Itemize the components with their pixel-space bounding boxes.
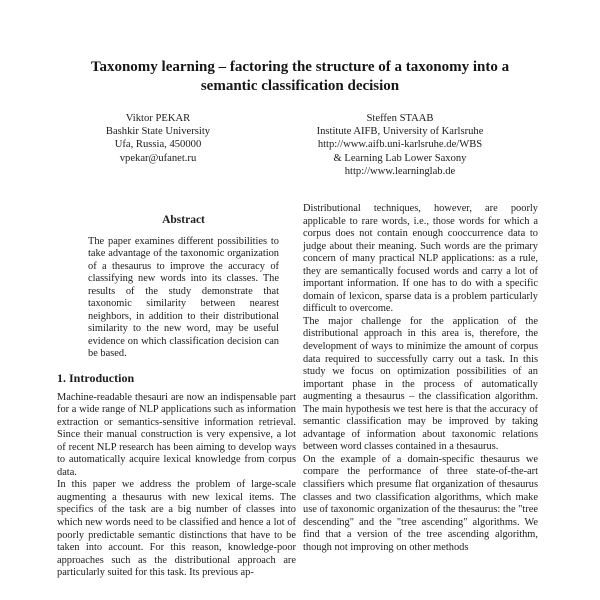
author-url: http://www.aifb.uni-karlsruhe.de/WBS bbox=[317, 139, 483, 151]
author-name: Steffen STAAB bbox=[366, 113, 434, 124]
right-paragraph-3: On the example of a domain-specific thesaurus we compare the performance of three state-of-the-art classifiers which presume flat organization of thesaurus classes and two classification algorithms, which make use of taxonomic organization of the thesaurus: the "tree descending" and the "tree ascending" algorithms. We find that a version of the tree ascending algorithm, though not improving on other methods bbox=[303, 453, 538, 553]
author-block-steffen-staab bbox=[265, 112, 535, 178]
intro-paragraph-2: In this paper we address the problem of large-scale augmenting a thesaurus with new lexical items. The specifics of the task are a big number of classes into which new words need to be classified and hence a lot of poorly predictable semantic distinctions that have to be taken into account. For this reason, knowledge-poor approaches such as the distributional approach are particularly suited for this task. Its previous ap- bbox=[57, 479, 296, 579]
intro-paragraph-1: Machine-readable thesauri are now an indispensable part for a wide range of NLP applications such as information extraction or semantics-sensitive information retrieval. Since their manual construction is very expensive, a lot of recent NLP research has been aiming to develop ways to automatically acquire lexical knowledge from corpus data. bbox=[57, 391, 296, 478]
paper-title: Taxonomy learning – factoring the structure of a taxonomy into a semantic classification decision bbox=[90, 59, 510, 94]
author-block-viktor-pekar bbox=[48, 112, 268, 165]
abstract-heading: Abstract bbox=[162, 214, 205, 226]
abstract-block bbox=[88, 214, 279, 361]
author-affiliation-line: Ufa, Russia, 450000 bbox=[114, 139, 202, 151]
author-email: vpekar@ufanet.ru bbox=[119, 152, 197, 164]
abstract-text: The paper examines different possibilities to take advantage of the taxonomic organization of a thesaurus to improve the accuracy of classifying new words into its classes. The results of the study demonstrate that taxonomic similarity between nearest neighbors, in addition to their distributional similarity to the new word, may be useful evidence on which classification decision can be based. bbox=[88, 235, 279, 360]
author-affiliation-line: & Learning Lab Lower Saxony bbox=[333, 152, 467, 164]
author-affiliation-line: Bashkir State University bbox=[105, 126, 211, 138]
author-affiliation-line: Institute AIFB, University of Karlsruhe bbox=[316, 126, 484, 138]
right-paragraph-1: Distributional techniques, however, are poorly applicable to rare words, i.e., those words for which a corpus does not contain enough cooccurrence data to judge about their meaning. Such words are the primary concern of many practical NLP applications: as a rule, they are semantically focused words and carry a lot of important information. If one has to do with a specific domain of lexicon, sparse data is a problem particularly difficult to overcome. bbox=[303, 203, 538, 315]
right-column bbox=[303, 203, 538, 554]
left-column bbox=[57, 214, 296, 580]
right-paragraph-2: The major challenge for the application of the distributional approach in this area is, therefore, the development of ways to minimize the amount of corpus data required to successfully carry out a task. In this study we focus on optimization possibilities of an important phase in the process of automatically augmenting a thesaurus – the classification algorithm. The main hypothesis we test here is that the accuracy of semantic classification may be improved by taking advantage of information about taxonomic relations between word classes contained in a thesaurus. bbox=[303, 315, 538, 453]
section-heading-introduction: 1. Introduction bbox=[57, 371, 135, 386]
author-name: Viktor PEKAR bbox=[125, 113, 191, 124]
author-url: http://www.learninglab.de bbox=[344, 165, 456, 177]
